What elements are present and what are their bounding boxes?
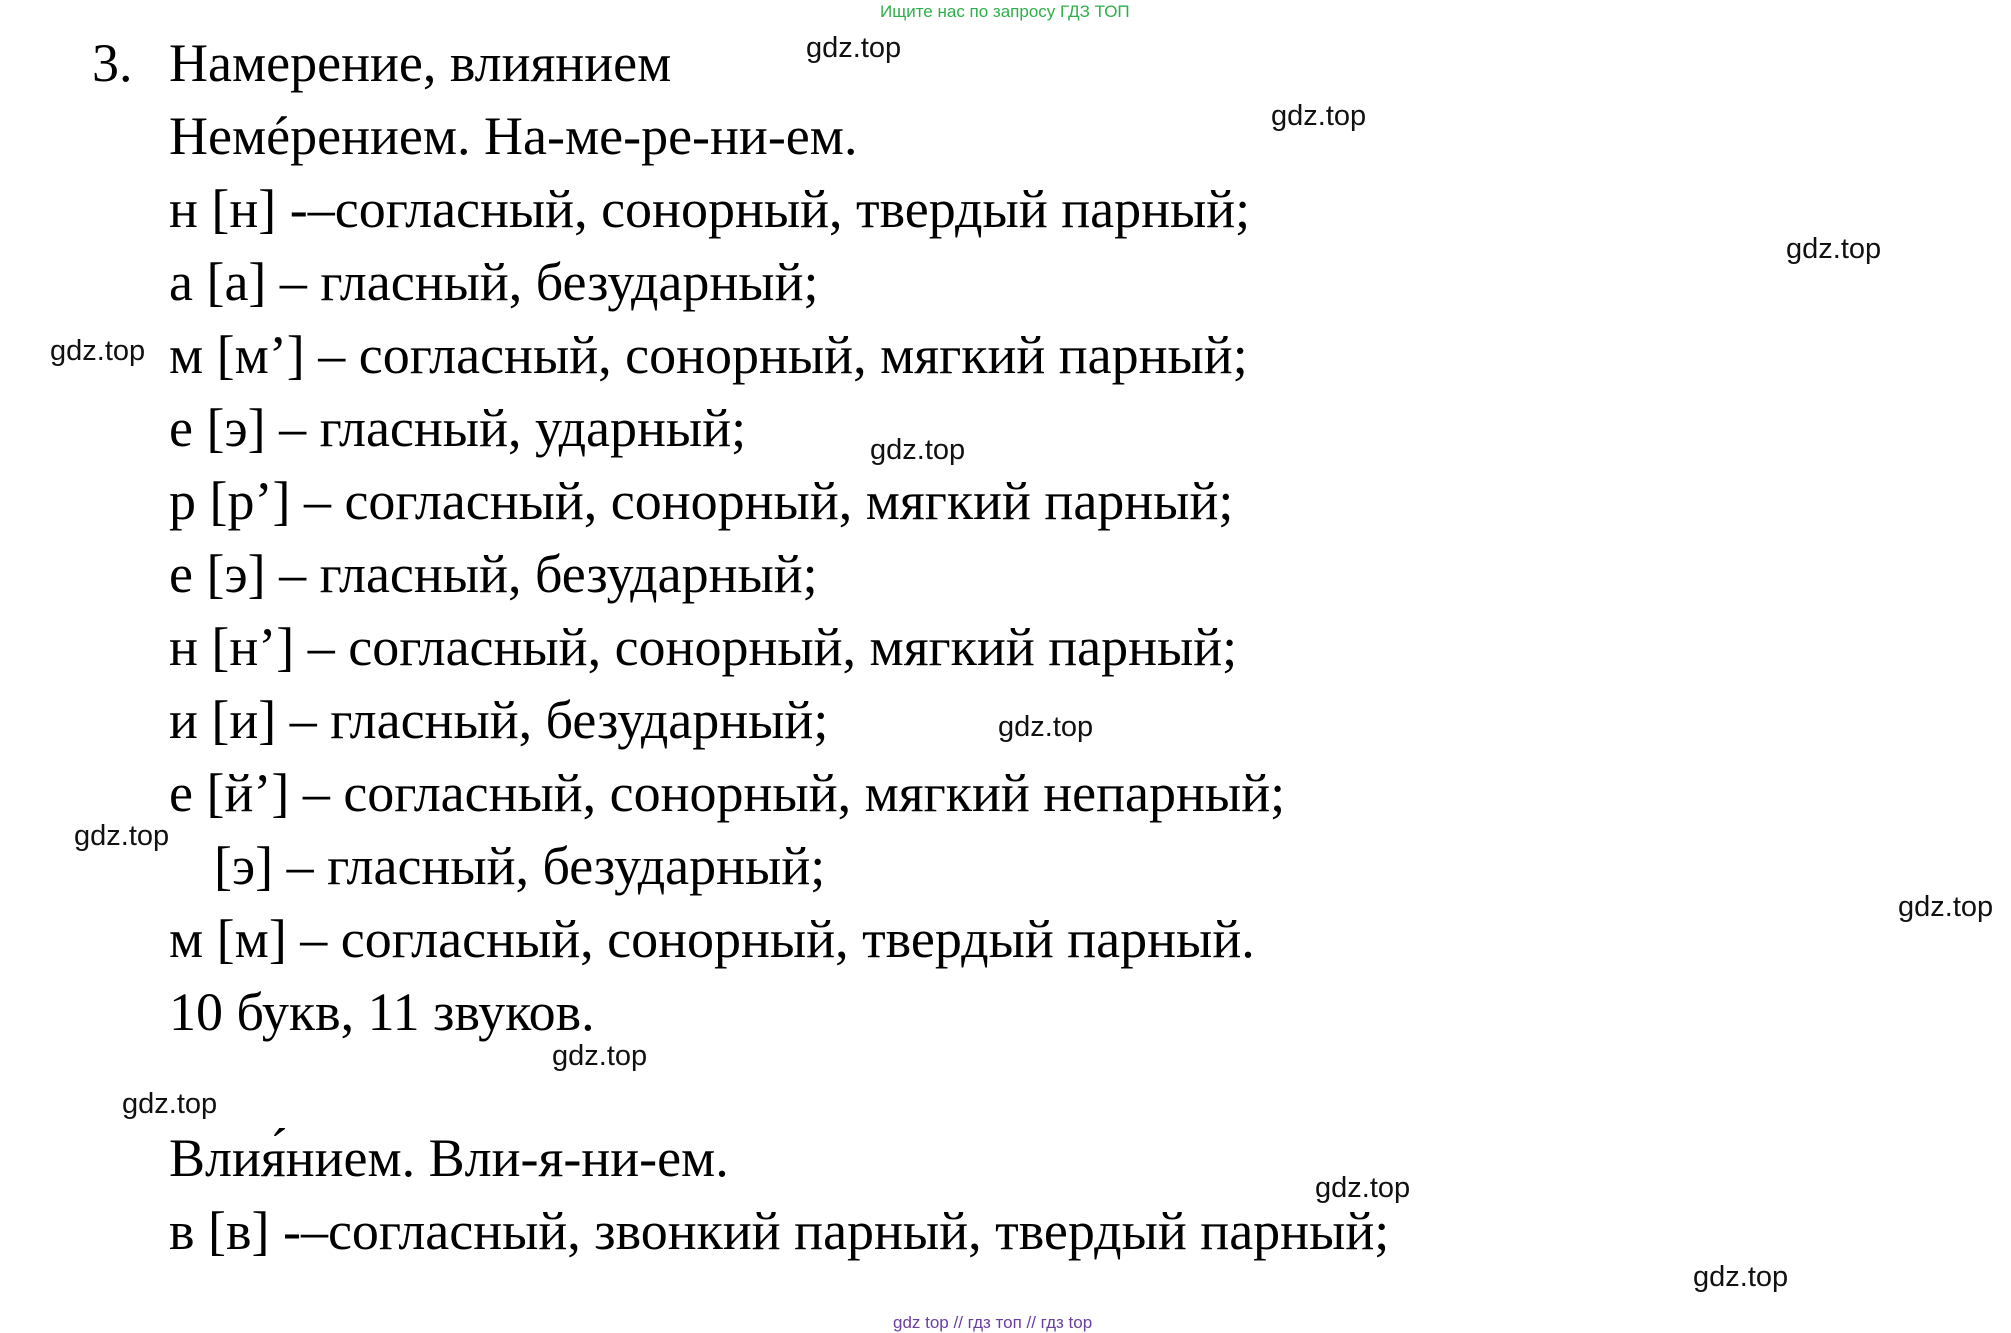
text-line: и [и] – гласный, безударный; [169, 690, 829, 750]
text-line: н [н’] – согласный, сонорный, мягкий парный; [169, 617, 1238, 677]
watermark-text: gdz.top [806, 32, 902, 64]
watermark-text: gdz.top [998, 711, 1094, 743]
footer-watermark: gdz top // гдз топ // гдз top [893, 1313, 1093, 1332]
watermark-text: gdz.top [870, 434, 966, 466]
text-line: е [э] – гласный, безударный; [169, 544, 818, 604]
text-line: р [р’] – согласный, сонорный, мягкий парный; [169, 471, 1234, 531]
task-number: 3. [92, 33, 133, 93]
search-banner[interactable]: Ищите нас по запросу ГДЗ ТОП [880, 2, 1130, 21]
watermark-text: gdz.top [50, 335, 146, 367]
text-line-summary: 10 букв, 11 звуков. [169, 982, 595, 1042]
text-line-word-2: Влия́нием. Вли-я-ни-ем. [169, 1128, 729, 1188]
text-line: н [н] -–согласный, сонорный, твердый парный; [169, 179, 1251, 239]
watermark-text: gdz.top [552, 1040, 648, 1072]
watermark-text: gdz.top [1786, 233, 1882, 265]
text-line: е [э] – гласный, ударный; [169, 398, 747, 458]
text-line: в [в] -–согласный, звонкий парный, твердый парный; [169, 1201, 1390, 1261]
text-line: [э] – гласный, безударный; [214, 836, 826, 896]
watermark-text: gdz.top [1271, 100, 1367, 132]
text-line-word-1: Немéрением. На-ме-ре-ни-ем. [169, 106, 858, 166]
watermark-text: gdz.top [122, 1088, 218, 1120]
text-line: е [й’] – согласный, сонорный, мягкий непарный; [169, 763, 1286, 823]
watermark-text: gdz.top [1315, 1172, 1411, 1204]
text-line: а [а] – гласный, безударный; [169, 252, 819, 312]
text-line-title: Намерение, влиянием [169, 33, 672, 93]
watermark-text: gdz.top [1693, 1261, 1789, 1293]
text-line: м [м’] – согласный, сонорный, мягкий парный; [169, 325, 1248, 385]
text-line: м [м] – согласный, сонорный, твердый парный. [169, 909, 1255, 969]
watermark-text: gdz.top [1898, 891, 1994, 923]
watermark-text: gdz.top [74, 820, 170, 852]
